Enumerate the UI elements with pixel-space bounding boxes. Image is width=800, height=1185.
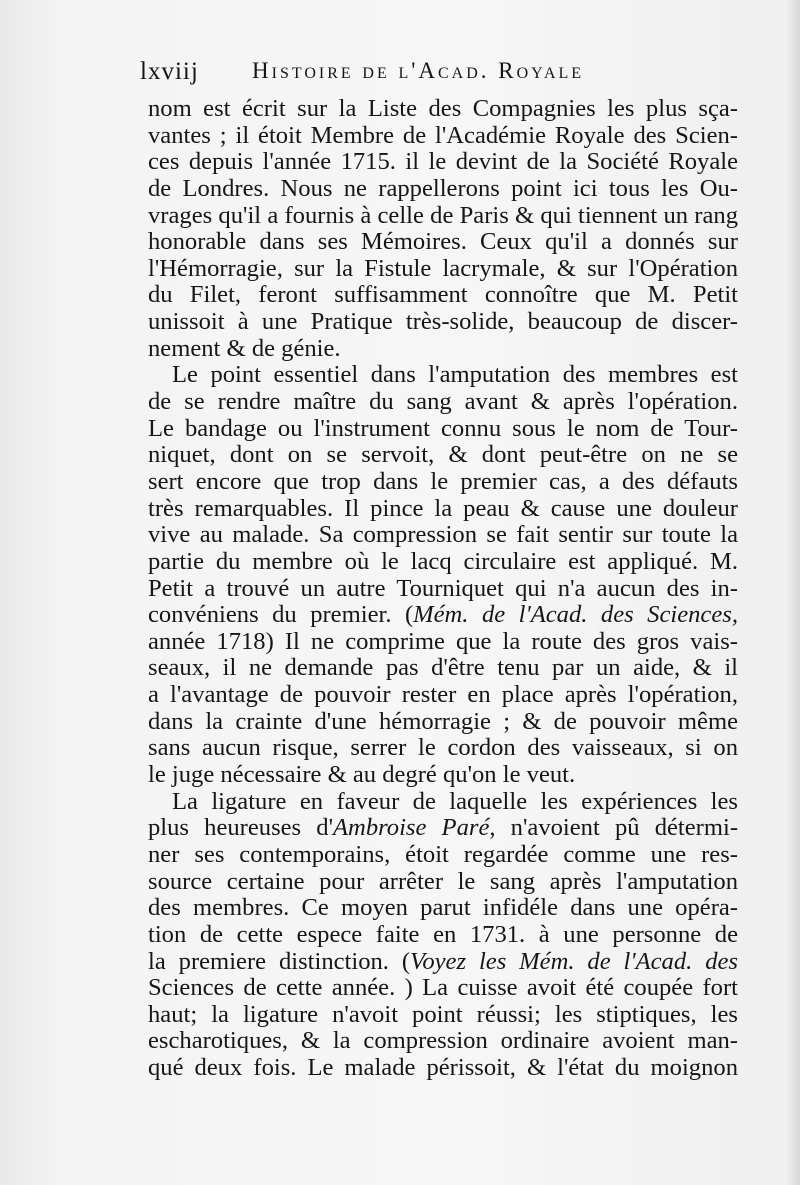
text-line: le juge nécessaire & au degré qu'on le veut. xyxy=(148,761,576,789)
text-line: qué deux fois. Le malade périssoit, & l'état du moignon xyxy=(148,1054,738,1082)
text-line: Petit a trouvé un autre Tourniquet qui n'a aucun des in- xyxy=(148,574,738,602)
text-span: convéniens du premier. ( xyxy=(148,601,414,629)
ambroise-pare-name: Ambroise Paré xyxy=(333,814,490,842)
text-span: plus heureuses d' xyxy=(148,814,334,842)
text-line: Le bandage ou l'instrument connu sous le nom de Tour- xyxy=(148,414,738,442)
text-span: la premiere distinction. ( xyxy=(148,947,411,975)
text-line: de Londres. Nous ne rappellerons point ici tous les Ou- xyxy=(148,174,738,202)
text-line: sert encore que trop dans le premier cas, a des défauts xyxy=(148,467,738,495)
voyez-reference: Voyez les Mém. de l'Acad. des xyxy=(410,947,738,975)
text-span: , n'avoient pû détermi- xyxy=(489,814,739,842)
text-line-with-name xyxy=(148,815,738,842)
paragraph-start-line: Le point essentiel dans l'amputation des membres est xyxy=(172,361,738,389)
text-line: partie du membre où le lacq circulaire est appliqué. M. xyxy=(148,547,738,575)
text-line: dans la crainte d'une hémorragie ; & de pouvoir même xyxy=(148,707,738,735)
text-line: haut; la ligature n'avoit point réussi; les stiptiques, les xyxy=(148,1000,738,1028)
text-line: très remarquables. Il pince la peau & cause une douleur xyxy=(148,494,738,522)
running-title: Histoire de l'Acad. Royale xyxy=(252,58,585,83)
text-line: a l'avantage de pouvoir rester en place après l'opération, xyxy=(148,681,738,709)
text-line: ces depuis l'année 1715. il le devint de la Société Royale xyxy=(148,148,738,176)
text-line: sans aucun risque, serrer le cordon des vaisseaux, si on xyxy=(148,734,738,762)
page-header xyxy=(140,58,660,94)
page-number: lxviij xyxy=(140,58,199,85)
text-line: année 1718) Il ne comprime que la route des gros vais- xyxy=(148,627,738,655)
text-line: unissoit à une Pratique très-solide, beaucoup de discer- xyxy=(148,308,738,336)
text-line: vive au malade. Sa compression se fait sentir sur toute la xyxy=(148,521,738,549)
text-line: tion de cette espece faite en 1731. à une personne de xyxy=(148,920,738,948)
text-line: seaux, il ne demande pas d'être tenu par un aide, & il xyxy=(148,654,738,682)
text-line: Sciences de cette année. ) La cuisse avoit été coupée fort xyxy=(148,974,738,1002)
text-line: du Filet, feront suffisamment connoître que M. Petit xyxy=(148,281,738,309)
text-line: escharotiques, & la compression ordinaire avoient man- xyxy=(148,1027,738,1055)
text-line: vantes ; il étoit Membre de l'Académie Royale des Scien- xyxy=(148,121,738,149)
text-line: nement & de génie. xyxy=(148,334,341,362)
text-line: ner ses contemporains, étoit regardée comme une res- xyxy=(148,840,738,868)
text-line-with-reference xyxy=(148,602,738,629)
body-text xyxy=(148,96,738,1082)
paragraph-start-line: La ligature en faveur de laquelle les expériences les xyxy=(172,787,738,815)
text-line-with-reference xyxy=(148,949,738,976)
text-line: de se rendre maître du sang avant & après l'opération. xyxy=(148,388,738,416)
memoires-reference: Mém. de l'Acad. des Sciences, xyxy=(413,601,738,629)
text-line: l'Hémorragie, sur la Fistule lacrymale, & sur l'Opération xyxy=(148,254,738,282)
text-line: nom est écrit sur la Liste des Compagnies les plus sça- xyxy=(148,95,738,122)
text-line: source certaine pour arrêter le sang après l'amputation xyxy=(148,867,738,895)
text-line: honorable dans ses Mémoires. Ceux qu'il a donnés sur xyxy=(148,228,738,256)
text-line: vrages qu'il a fournis à celle de Paris & qui tiennent un rang xyxy=(148,201,738,229)
text-line: niquet, dont on se servoit, & dont peut-être on ne se xyxy=(148,441,738,469)
text-line: des membres. Ce moyen parut infidéle dans une opéra- xyxy=(148,894,738,922)
